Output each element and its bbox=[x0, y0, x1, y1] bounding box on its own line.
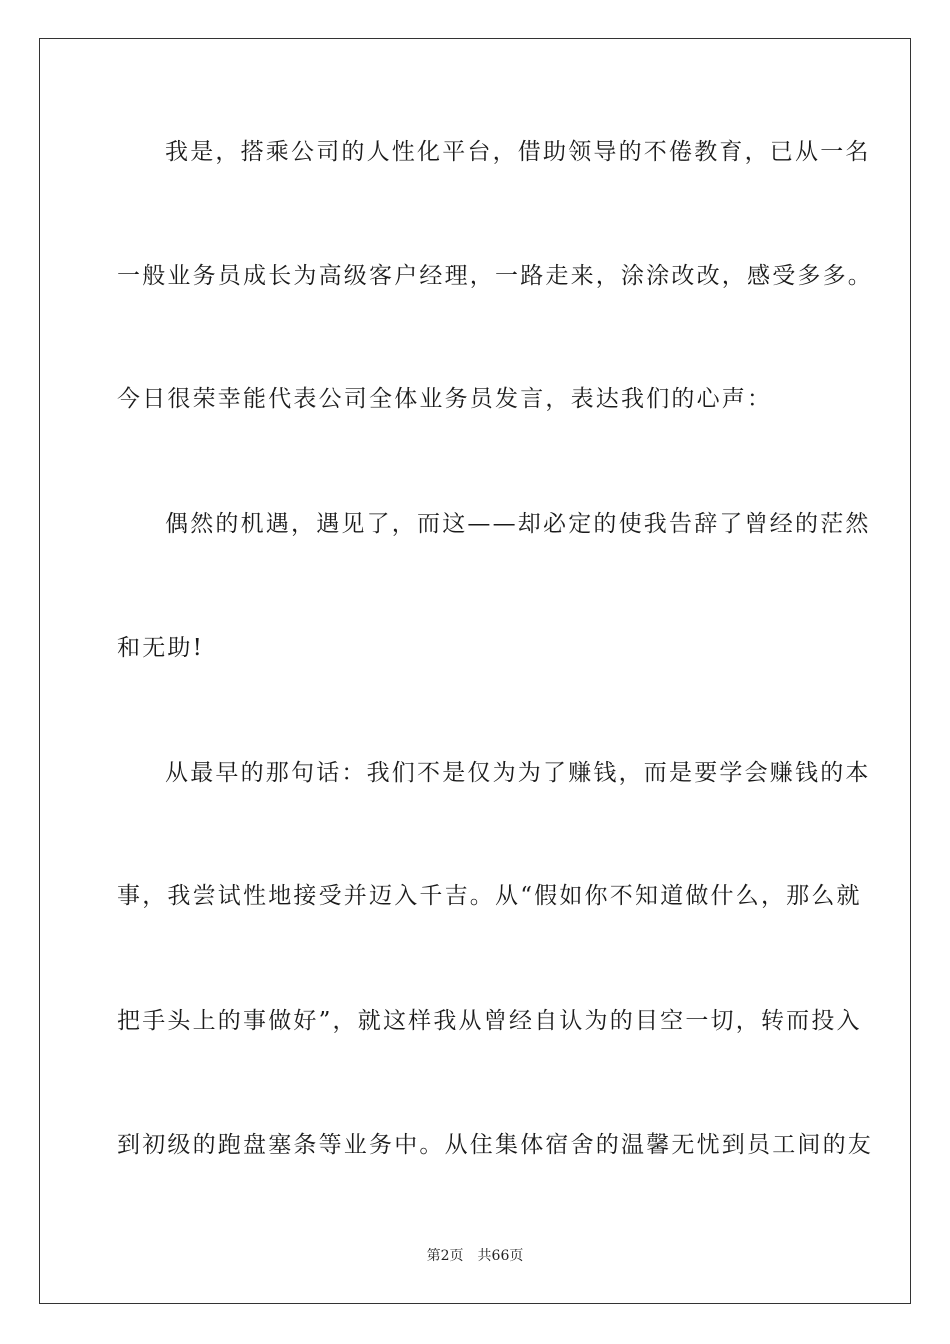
paragraph-line: 一般业务员成长为高级客户经理，一路走来，涂涂改改，感受多多。 bbox=[117, 263, 873, 289]
paragraph-line: 从最早的那句话：我们不是仅为为了赚钱，而是要学会赚钱的本 bbox=[165, 760, 871, 786]
paragraph-line: 和无助! bbox=[117, 635, 205, 661]
page-border bbox=[39, 38, 911, 1304]
page-number: 第2页 bbox=[426, 1248, 464, 1264]
paragraph-line: 我是，搭乘公司的人性化平台，借助领导的不倦教育，已从一名 bbox=[165, 139, 871, 165]
paragraph-line: 到初级的跑盘塞条等业务中。从住集体宿舍的温馨无忧到员工间的友 bbox=[117, 1132, 873, 1158]
paragraph-line: 偶然的机遇，遇见了，而这——却必定的使我告辞了曾经的茫然 bbox=[165, 511, 871, 537]
paragraph-line: 今日很荣幸能代表公司全体业务员发言，表达我们的心声： bbox=[117, 386, 773, 412]
page-total: 共66页 bbox=[477, 1248, 524, 1264]
paragraph-line: 事，我尝试性地接受并迈入千吉。从“假如你不知道做什么，那么就 bbox=[117, 883, 862, 909]
page-footer bbox=[0, 1246, 950, 1266]
paragraph-line: 把手头上的事做好”，就这样我从曾经自认为的目空一切，转而投入 bbox=[117, 1008, 862, 1034]
